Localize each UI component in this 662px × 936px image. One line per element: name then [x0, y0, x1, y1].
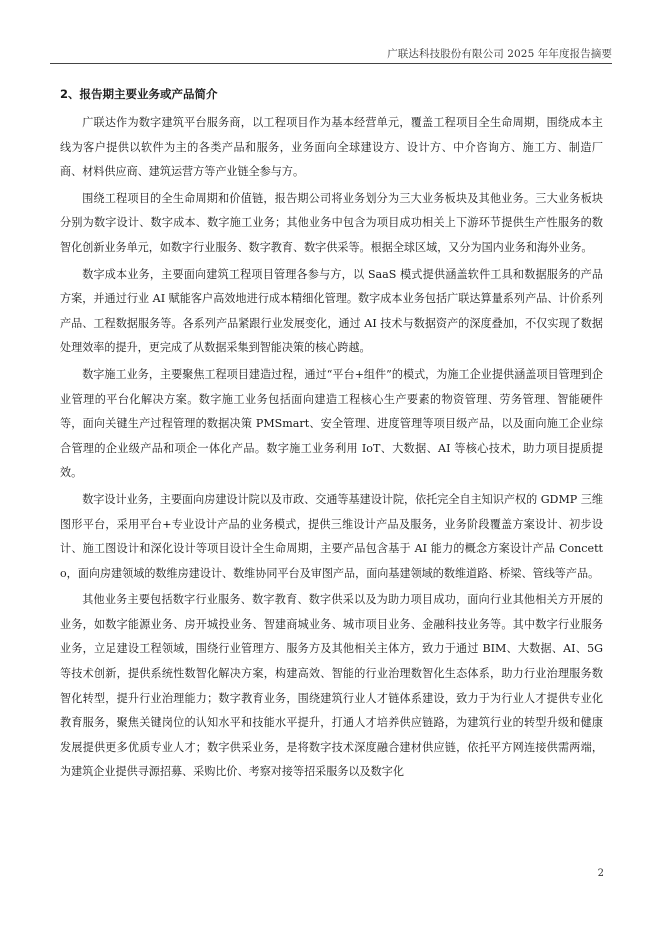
paragraph-business-segments: 围绕工程项目的全生命周期和价值链，报告期公司将业务划分为三大业务板块及其他业务。三大业务板块分别为数字设计、数字成本、数字施工业务；其他业务中包含为项目成功相关上下游环节提供生产性服务的数智化创新业务单元，如数字行业服务、数字教育、数字供采等。根据全球区域，又分为国内业务和海外业务。: [60, 191, 603, 254]
paragraph-digital-design: 数字设计业务，主要面向房建设计院以及市政、交通等基建设计院，依托完全自主知识产权的 GDMP 三维图形平台，采用平台+专业设计产品的业务模式，提供三维设计产品及服务，业务阶段覆盖方案设计、初步设计、施工图设计和深化设计等项目设计全生命周期，主要产品包含基于 AI 能力的概念方案设计产品 Concetto，面向房建领域的数维房建设计、数维协同平台及审图产品，面向基建领域的数维道路、桥梁、管线等产品。: [60, 492, 603, 580]
paragraph-other-business: 其他业务主要包括数字行业服务、数字教育、数字供采以及为助力项目成功，面向行业其他相关方开展的业务，如数字能源业务、房开城投业务、智建商城业务、城市项目业务、金融科技业务等。其中数字行业服务业务，立足建设工程领域，围绕行业管理方、服务方及其他相关主体方，致力于通过 BIM、大数据、AI、5G 等技术创新，提供系统性数智化解决方案，构建高效、智能的行业治理数智化生态体系，助力行业治理服务数智化转型，提升行业治理能力；数字教育业务，围绕建筑行业人才链体系建设，致力于为行业人才提供专业化教育服务，聚焦关键岗位的认知水平和技能水平提升，打通人才培养供应链路，为建筑行业的转型升级和健康发展提供更多优质专业人才；数字供采业务，是将数字技术深度融合建材供应链，依托平方网连接供需两端，为建筑企业提供寻源招募、采购比价、考察对接等招采服务以及数字化: [60, 593, 603, 779]
report-header-title: 广联达科技股份有限公司 2025 年年度报告摘要: [387, 48, 612, 60]
header-divider: [50, 63, 612, 64]
paragraph-company-overview: 广联达作为数字建筑平台服务商，以工程项目作为基本经营单元，覆盖工程项目全生命周期，围绕成本主线为客户提供以软件为主的各类产品和服务，业务面向全球建设方、设计方、中介咨询方、施工方、制造厂商、材料供应商、建筑运营方等产业链全参与方。: [60, 116, 603, 179]
page-number: 2: [597, 868, 604, 879]
paragraph-digital-cost: 数字成本业务，主要面向建筑工程项目管理各参与方，以 SaaS 模式提供涵盖软件工具和数据服务的产品方案，并通过行业 AI 赋能客户高效地进行成本精细化管理。数字成本业务包括广联达算量系列产品、计价系列产品、工程数据服务等。各系列产品紧跟行业发展变化，通过 AI 技术与数据资产的深度叠加，不仅实现了数据处理效率的提升，更完成了从数据采集到智能决策的核心跨越。: [60, 267, 603, 355]
paragraph-digital-construction: 数字施工业务，主要聚焦工程项目建造过程，通过“平台+组件”的模式，为施工企业提供涵盖项目管理到企业管理的平台化解决方案。数字施工业务包括面向建造工程核心生产要素的物资管理、劳务管理、智能硬件等，面向关键生产过程管理的数据决策 PMSmart、安全管理、进度管理等项目级产品，以及面向施工企业综合管理的企业级产品和项企一体化产品。数字施工业务利用 IoT、大数据、AI 等核心技术，助力项目提质提效。: [60, 367, 603, 480]
section-heading: 2、报告期主要业务或产品简介: [60, 87, 218, 101]
main-content: [60, 84, 603, 787]
